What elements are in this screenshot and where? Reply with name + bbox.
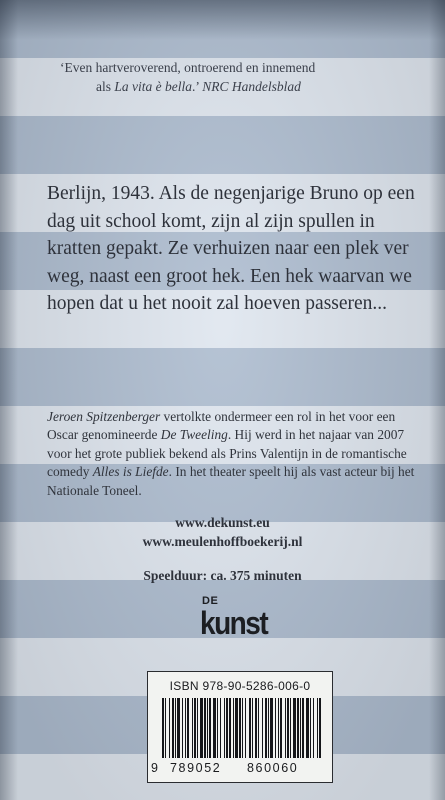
barcode-bar	[175, 698, 176, 758]
play-duration: Speelduur: ca. 375 minuten	[143, 568, 302, 583]
barcode-bar	[290, 698, 291, 758]
barcode-bar	[172, 698, 174, 758]
barcode-bar	[245, 698, 246, 758]
url-dekunst: www.dekunst.eu	[175, 515, 270, 530]
barcode-bar	[319, 698, 321, 758]
barcode-bar	[285, 698, 286, 758]
barcode-bar	[297, 698, 299, 758]
barcode-bar	[207, 698, 208, 758]
story-blurb: Berlijn, 1943. Als de negenjarige Bruno op een dag uit school komt, zijn al zijn spullen in kratten gepakt. Ze verhuizen naar een plek ver weg, naast een groot hek. Een hek waarvan we hopen dat u het nooit zal hoeven passeren...	[47, 183, 415, 314]
barcode-icon	[162, 698, 322, 758]
barcode-bar	[317, 698, 318, 758]
barcode-bar	[185, 698, 186, 758]
quote-source: NRC Handelsblad	[202, 79, 301, 94]
narrator-bio: Jeroen Spitzenberger vertolkte ondermeer een rol in het voor een Oscar genomineerde De Tweeling. Hij werd in het najaar van 2007 voor het grote publiek bekend als Prins Valentijn in de romantische comedy Alles is Liefde. In het theater speelt hij als vast acteur bij het Nationale Toneel.	[47, 409, 415, 498]
barcode-bar	[187, 698, 189, 758]
barcode-bar	[194, 698, 196, 758]
barcode-bar	[239, 698, 241, 758]
barcode-bar	[278, 698, 279, 758]
barcode-bar	[197, 698, 198, 758]
logo-wordmark: kunst	[200, 605, 268, 641]
barcode-bar	[235, 698, 238, 758]
barcode-bar	[204, 698, 206, 758]
barcode-bar	[229, 698, 231, 758]
barcode-bar	[177, 698, 180, 758]
barcode-bar	[249, 698, 251, 758]
barcode-bar	[258, 698, 259, 758]
barcode-bar	[242, 698, 243, 758]
website-list	[0, 513, 445, 551]
barcode-bar	[313, 698, 314, 758]
bio-film-title: De Tweeling	[160, 427, 228, 443]
barcode-bar	[287, 698, 289, 758]
barcode-bar	[310, 698, 311, 758]
quote-line-1: ‘Even hartveroverend, ontroerend en innemend	[60, 60, 316, 75]
barcode-bar	[255, 698, 257, 758]
barcode-bar	[302, 698, 304, 758]
quote-line-2: als La vita è bella.’ NRC Handelsblad	[96, 79, 301, 94]
quote-film-title: La vita è bella	[114, 79, 192, 94]
barcode-bar	[265, 698, 267, 758]
barcode-bar	[226, 698, 228, 758]
barcode-bar	[209, 698, 211, 758]
isbn-number: ISBN 978-90-5286-006-0	[169, 679, 311, 693]
barcode-bar	[192, 698, 193, 758]
review-quote	[60, 58, 430, 96]
barcode-bar	[293, 698, 296, 758]
barcode-bar	[217, 698, 218, 758]
url-meulenhoff: www.meulenhoffboekerij.nl	[142, 534, 303, 549]
barcode-bar	[268, 698, 269, 758]
logo-prefix: DE	[202, 595, 219, 607]
barcode-bar	[220, 698, 221, 758]
barcode-bar	[224, 698, 225, 758]
dekunst-logo	[200, 595, 278, 643]
narrator-name: Jeroen Spitzenberger	[47, 409, 161, 424]
plastic-wrap-edge	[0, 0, 445, 40]
barcode-bar	[233, 698, 234, 758]
barcode-bar	[252, 698, 253, 758]
left-shadow	[0, 0, 18, 800]
barcode-bar	[213, 698, 216, 758]
barcode-bar	[182, 698, 183, 758]
barcode-bar	[169, 698, 170, 758]
barcode-bar	[306, 698, 309, 758]
barcode-bar	[262, 698, 263, 758]
bio-show-title: Alles is Liefde	[92, 464, 169, 480]
barcode-bar	[280, 698, 282, 758]
barcode-bar	[300, 698, 301, 758]
barcode-bar	[270, 698, 273, 758]
barcode-bar	[162, 698, 164, 758]
barcode-label: ISBN 978-90-5286-006-0 9 789052 860060	[147, 671, 333, 783]
barcode-bar	[275, 698, 276, 758]
barcode-bar	[165, 698, 166, 758]
right-shadow	[429, 0, 445, 800]
barcode-bar	[200, 698, 203, 758]
